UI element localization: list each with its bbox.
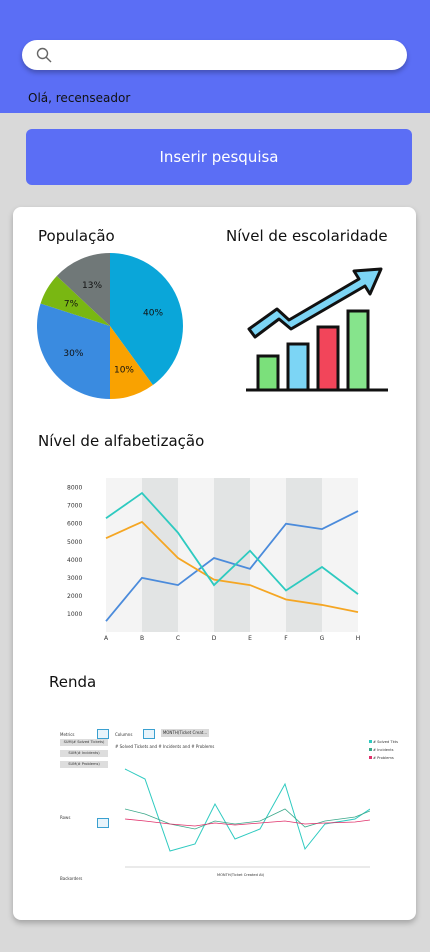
chart-band <box>286 478 322 632</box>
x-tick-label: F <box>284 635 288 641</box>
column-pill[interactable]: MONTH(Ticket Creat... <box>162 730 208 735</box>
legend-item: # Problems <box>373 756 394 760</box>
settings-icon[interactable] <box>143 729 155 739</box>
search-bar[interactable] <box>22 40 407 70</box>
chart-band <box>106 478 142 632</box>
settings-icon[interactable] <box>97 729 109 739</box>
x-axis-label: MONTH(Ticket Created At) <box>217 873 265 877</box>
settings-icon[interactable] <box>97 818 109 828</box>
x-tick-label: B <box>139 635 145 641</box>
search-icon <box>36 47 52 63</box>
chart-band <box>250 478 286 632</box>
rows-label: Rows <box>60 815 71 820</box>
pie-label: 40% <box>143 308 164 319</box>
chart-band <box>178 478 214 632</box>
income-dashboard-image <box>57 725 398 881</box>
literacy-line-chart <box>53 469 373 641</box>
chart-band <box>142 478 178 632</box>
dashboard-card <box>13 207 416 920</box>
growth-chart-icon <box>241 263 391 396</box>
greeting-text: Olá, recenseador <box>28 91 131 105</box>
columns-label: Columns <box>115 732 133 737</box>
legend-item: # Incidents <box>373 748 394 752</box>
renda-title: Renda <box>49 673 97 691</box>
filters-label: Backorders <box>60 876 83 881</box>
legend-swatch <box>369 748 372 751</box>
y-tick-label: 7000 <box>67 502 83 510</box>
y-tick-label: 4000 <box>67 556 83 564</box>
pie-chart <box>35 251 185 401</box>
measure-pill[interactable]: SUM(# Problems) <box>60 761 108 768</box>
income-line-chart <box>115 749 370 875</box>
insert-survey-button[interactable]: Inserir pesquisa <box>26 129 412 185</box>
x-tick-label: E <box>248 635 252 641</box>
pie-label: 30% <box>63 349 84 360</box>
pie-label: 13% <box>82 280 103 291</box>
x-tick-label: A <box>103 635 109 641</box>
y-tick-label: 8000 <box>67 484 83 492</box>
app-header <box>0 0 430 113</box>
y-tick-label: 1000 <box>67 610 83 618</box>
y-tick-label: 6000 <box>67 520 83 528</box>
x-tick-label: C <box>175 635 181 641</box>
pie-label: 7% <box>63 299 79 310</box>
x-tick-label: D <box>211 635 217 641</box>
x-tick-label: G <box>319 635 325 641</box>
y-tick-label: 2000 <box>67 592 83 600</box>
pie-label: 10% <box>113 365 134 376</box>
legend-item: # Solved Tkts <box>373 740 398 744</box>
y-tick-label: 5000 <box>67 538 83 546</box>
alfabetizacao-title: Nível de alfabetização <box>38 432 205 450</box>
measures-label: Metrics <box>60 732 75 737</box>
measure-pill[interactable]: SUM(# Solved Tickets) <box>60 739 108 746</box>
escolaridade-title: Nível de escolaridade <box>226 227 388 245</box>
x-tick-label: H <box>355 635 361 641</box>
legend-swatch <box>369 740 372 743</box>
y-tick-label: 3000 <box>67 574 83 582</box>
populacao-title: População <box>38 227 115 245</box>
measure-pill[interactable]: SUM(# Incidents) <box>60 750 108 757</box>
chart-title: # Solved Tickets and # Incidents and # Problems <box>115 744 215 749</box>
legend-swatch <box>369 756 372 759</box>
